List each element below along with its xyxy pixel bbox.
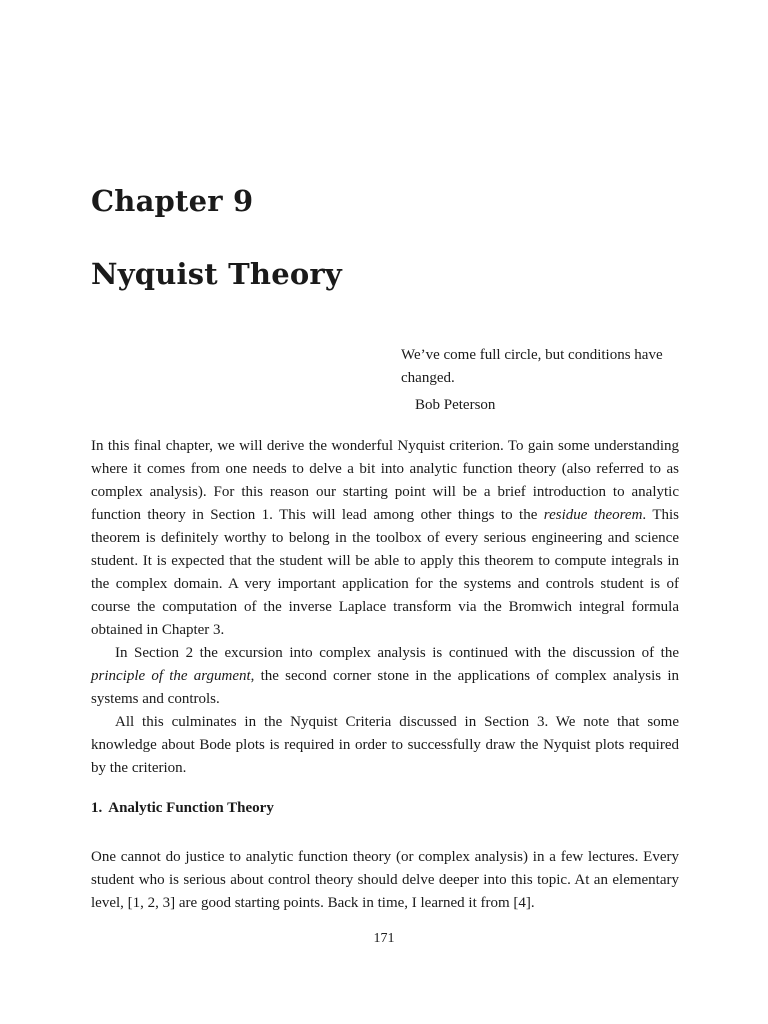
intro-p1-emphasis: residue theorem bbox=[543, 507, 643, 523]
section-heading bbox=[91, 800, 274, 817]
intro-paragraph-3: All this culminates in the Nyquist Criteria discussed in Section 3. We note that some knowledge about Bode plots is required in order to successfully draw the Nyquist plots required by the criterion. bbox=[91, 714, 679, 776]
chapter-title: Nyquist Theory bbox=[91, 257, 342, 291]
epigraph-quote: We’ve come full circle, but conditions have changed. bbox=[401, 347, 663, 386]
section-body bbox=[91, 846, 679, 915]
intro-p1-text-a: In this final chapter, we will derive the wonderful Nyquist criterion. To gain some understanding where it comes from one needs to delve a bit into analytic function theory (also referred to as complex analysis). For this reason our starting point will be a brief introduction to analytic function theory in Section 1. This will lead among other things to the bbox=[91, 438, 679, 523]
intro-p2-text-b: , the second corner stone in the applications of complex analysis in systems and controls. bbox=[91, 668, 680, 707]
chapter-number: Chapter 9 bbox=[91, 184, 254, 218]
epigraph bbox=[401, 344, 691, 417]
chapter-intro bbox=[91, 435, 679, 780]
intro-p2-emphasis: principle of the argument bbox=[91, 668, 251, 684]
intro-paragraph-2 bbox=[91, 642, 679, 711]
intro-p2-text-a: In Section 2 the excursion into complex analysis is continued with the discussion of the bbox=[115, 645, 679, 661]
section-number: 1. bbox=[91, 800, 103, 816]
page-number: 171 bbox=[373, 931, 395, 946]
section-paragraph-1: One cannot do justice to analytic function theory (or complex analysis) in a few lectures. Every student who is serious about control theory should delve deeper into this topic. At an elementary level, [1, 2, 3] are good starting points. Back in time, I learned it from [4]. bbox=[91, 849, 679, 911]
intro-p1-text-b: . This theorem is definitely worthy to belong in the toolbox of every serious engineering and science student. It is expected that the student will be able to apply this theorem to compute integrals in the complex domain. A very important application for the systems and controls student is of course the computation of the inverse Laplace transform via the Bromwich integral formula obtained in Chapter 3. bbox=[91, 507, 679, 638]
intro-paragraph-1 bbox=[91, 435, 679, 642]
section-title: Analytic Function Theory bbox=[108, 800, 274, 816]
epigraph-author: Bob Peterson bbox=[415, 397, 496, 413]
